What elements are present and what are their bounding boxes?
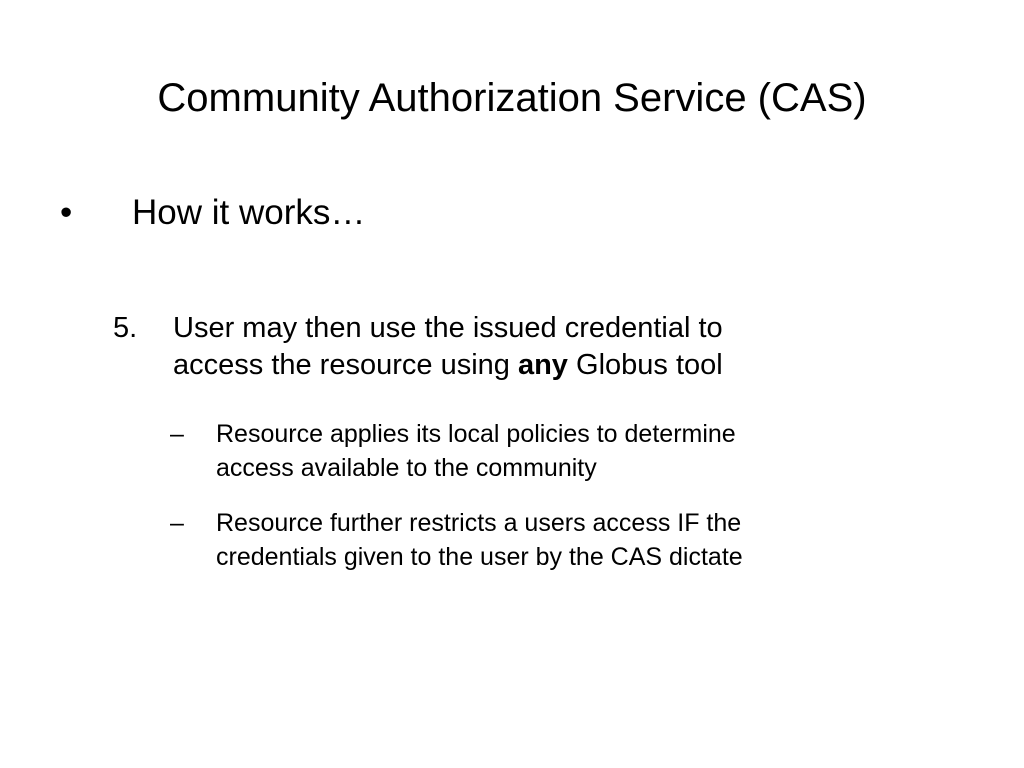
- emphasis-any: any: [517, 349, 568, 381]
- sub-bullet-text: [216, 417, 970, 485]
- dash-marker: –: [170, 509, 184, 537]
- sub-bullet-line-2: credentials given to the user by the CAS dictate: [216, 543, 743, 571]
- numbered-item-text: [173, 310, 953, 384]
- sub-bullet-restricts-access: [170, 506, 970, 574]
- bullet-marker: •: [60, 193, 73, 232]
- sub-bullet-line-1: Resource applies its local policies to determine: [216, 420, 736, 448]
- line-2-text-after: Globus tool: [567, 349, 723, 381]
- numbered-item-line-1: User may then use the issued credential to: [173, 312, 723, 344]
- dash-marker: –: [170, 420, 184, 448]
- numbered-item-line-2: [173, 347, 953, 384]
- sub-bullet-text: [216, 506, 970, 574]
- sub-bullet-line-1: Resource further restricts a users access IF the: [216, 509, 742, 537]
- sub-bullet-local-policies: [170, 417, 970, 485]
- item-number: 5.: [113, 312, 138, 344]
- slide-title: Community Authorization Service (CAS): [157, 76, 867, 120]
- numbered-item-5: [113, 310, 953, 384]
- sub-bullet-line-2: access available to the community: [216, 454, 597, 482]
- bullet-text: How it works…: [132, 193, 366, 232]
- line-2-text-before: access the resource using: [173, 349, 518, 381]
